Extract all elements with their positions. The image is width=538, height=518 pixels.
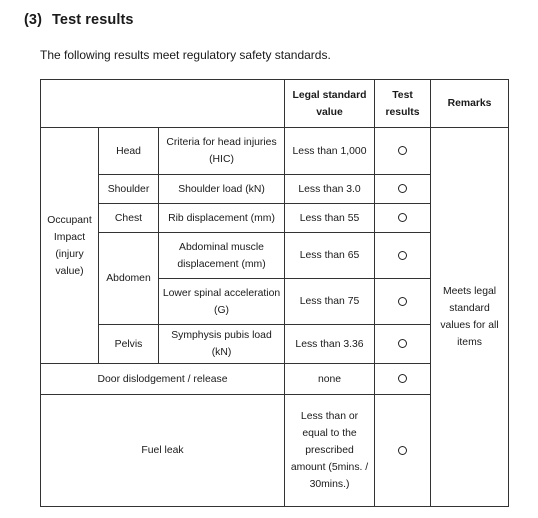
circle-icon (398, 446, 407, 455)
test-result (375, 279, 431, 325)
test-result (375, 395, 431, 507)
door-label: Door dislodgement / release (41, 364, 285, 395)
criterion: Lower spinal acceleration (G) (159, 279, 285, 325)
circle-icon (398, 297, 407, 306)
header-legal: Legal standard value (285, 80, 375, 128)
body-part: Chest (99, 204, 159, 233)
header-row (41, 80, 509, 128)
section-title: Test results (52, 12, 134, 28)
body-part: Abdomen (99, 233, 159, 325)
header-remarks: Remarks (431, 80, 509, 128)
section-heading (24, 12, 134, 28)
legal-value: Less than 3.36 (285, 325, 375, 364)
criterion: Criteria for head injuries (HIC) (159, 128, 285, 175)
circle-icon (398, 146, 407, 155)
remarks-cell: Meets legal standard values for all items (431, 128, 509, 507)
test-result (375, 175, 431, 204)
test-result (375, 128, 431, 175)
circle-icon (398, 339, 407, 348)
legal-value: Less than 75 (285, 279, 375, 325)
test-result (375, 204, 431, 233)
body-part: Shoulder (99, 175, 159, 204)
criterion: Symphysis pubis load (kN) (159, 325, 285, 364)
test-result (375, 325, 431, 364)
circle-icon (398, 374, 407, 383)
legal-value: none (285, 364, 375, 395)
circle-icon (398, 184, 407, 193)
test-result (375, 233, 431, 279)
legal-value: Less than 65 (285, 233, 375, 279)
body-part: Pelvis (99, 325, 159, 364)
criterion: Shoulder load (kN) (159, 175, 285, 204)
fuel-label: Fuel leak (41, 395, 285, 507)
test-result (375, 364, 431, 395)
criterion: Abdominal muscle displacement (mm) (159, 233, 285, 279)
legal-value: Less than or equal to the prescribed amount (5mins. / 30mins.) (285, 395, 375, 507)
circle-icon (398, 251, 407, 260)
legal-value: Less than 1,000 (285, 128, 375, 175)
legal-value: Less than 55 (285, 204, 375, 233)
table-row (41, 128, 509, 175)
criterion: Rib displacement (mm) (159, 204, 285, 233)
body-part: Head (99, 128, 159, 175)
intro-text: The following results meet regulatory safety standards. (40, 48, 331, 62)
circle-icon (398, 213, 407, 222)
header-test: Test results (375, 80, 431, 128)
group-label: Occupant Impact (injury value) (41, 128, 99, 364)
header-blank (41, 80, 285, 128)
legal-value: Less than 3.0 (285, 175, 375, 204)
test-results-table (40, 79, 509, 507)
section-number: (3) (24, 12, 43, 28)
